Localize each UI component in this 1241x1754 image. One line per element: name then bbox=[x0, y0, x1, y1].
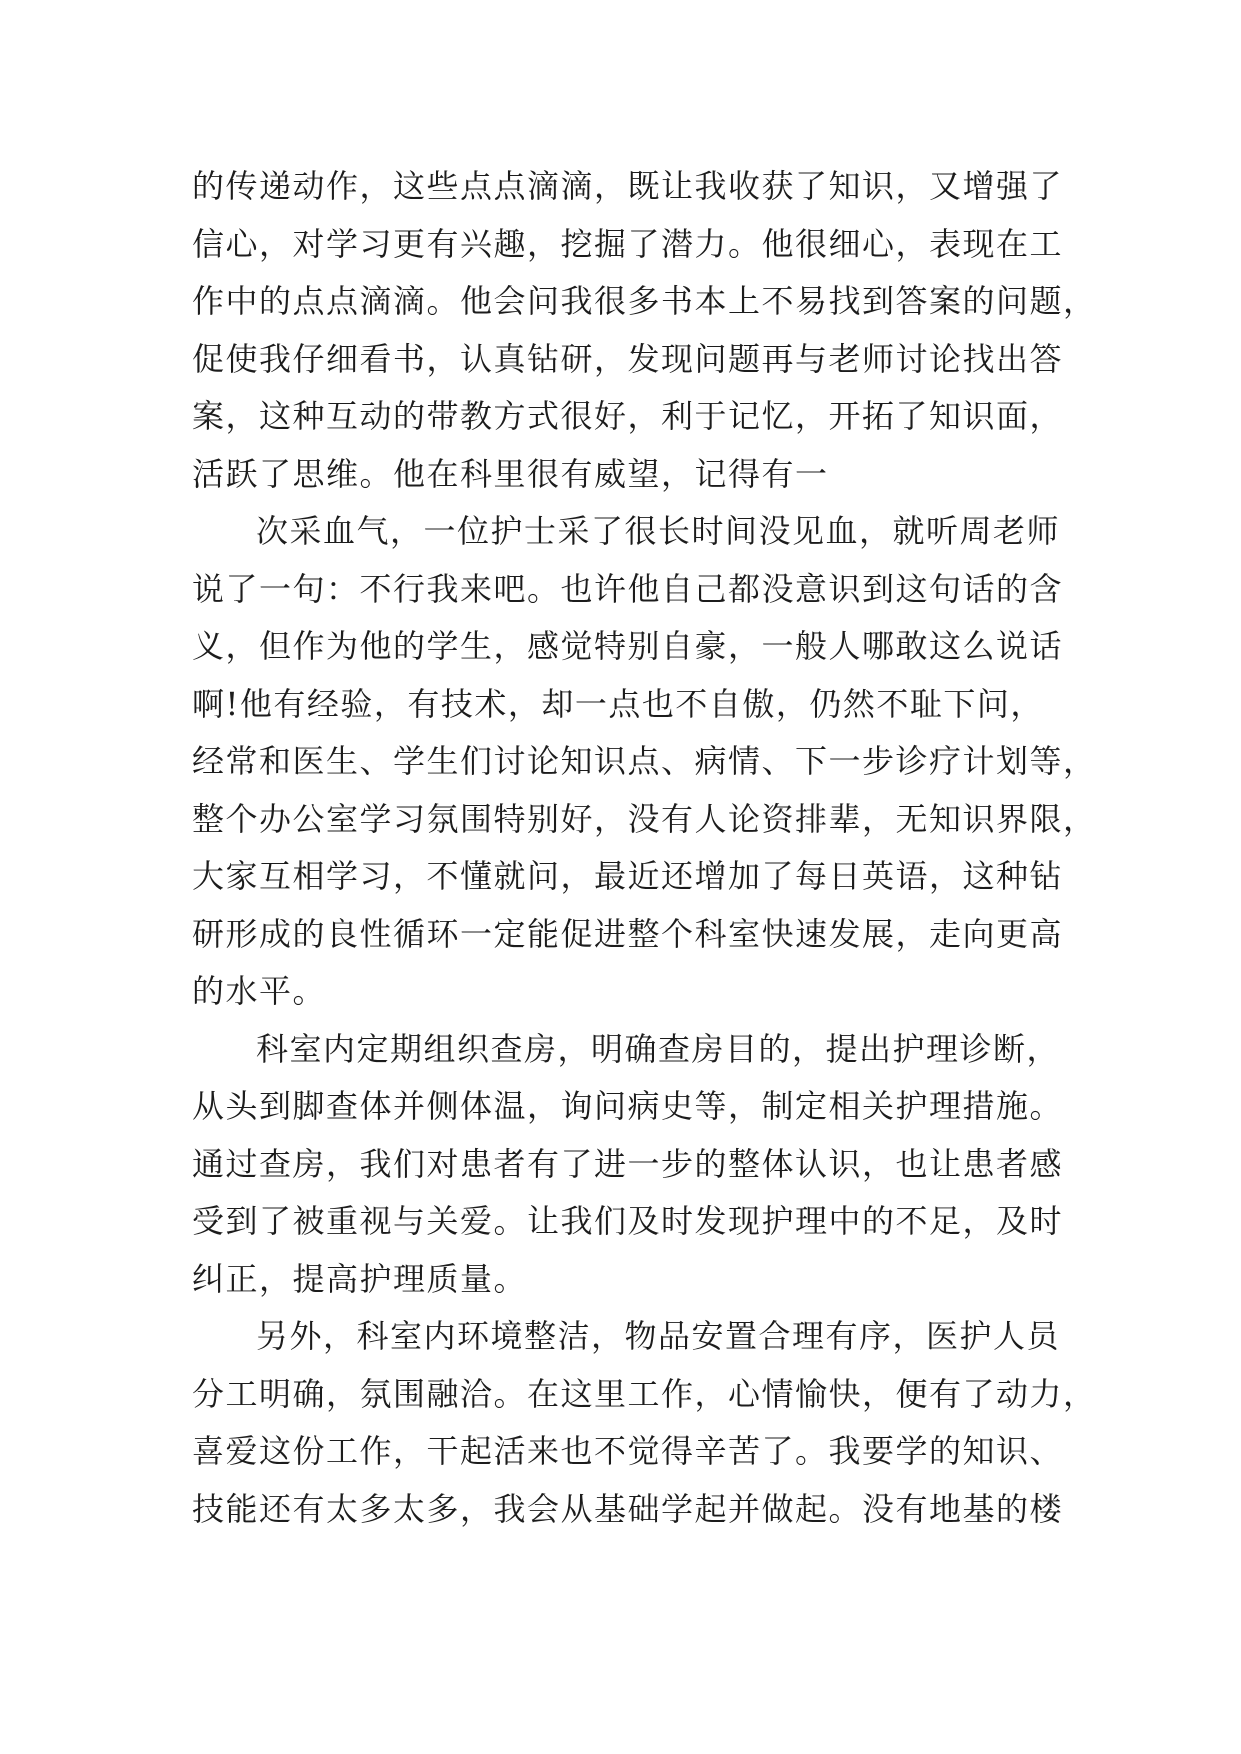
text-line: 另外，科室内环境整洁，物品安置合理有序，医护人员 bbox=[256, 1317, 1061, 1355]
text-line: 作中的点点滴滴。他会问我很多书本上不易找到答案的问题， bbox=[192, 282, 1097, 320]
text-line: 经常和医生、学生们讨论知识点、病情、下一步诊疗计划等， bbox=[192, 742, 1097, 780]
text-line: 整个办公室学习氛围特别好，没有人论资排辈，无知识界限， bbox=[192, 799, 1097, 838]
text-line: 义，但作为他的学生，感觉特别自豪，一般人哪敢这么说话 bbox=[192, 627, 1064, 665]
text-line: 分工明确，氛围融洽。在这里工作，心情愉快，便有了动力， bbox=[192, 1374, 1097, 1413]
text-line: 的传递动作，这些点点滴滴，既让我收获了知识，又增强了 bbox=[192, 167, 1064, 205]
text-line: 的水平。 bbox=[192, 972, 327, 1010]
text-line: 纠正，提高护理质量。 bbox=[192, 1259, 528, 1298]
text-line: 信心，对学习更有兴趣，挖掘了潜力。他很细心，表现在工 bbox=[192, 224, 1064, 263]
text-line: 技能还有太多太多，我会从基础学起并做起。没有地基的楼 bbox=[192, 1489, 1064, 1528]
text-line: 通过查房，我们对患者有了进一步的整体认识，也让患者感 bbox=[192, 1144, 1064, 1183]
text-line: 大家互相学习，不懂就问，最近还增加了每日英语，这种钻 bbox=[192, 857, 1064, 895]
text-line: 喜爱这份工作，干起活来也不觉得辛苦了。我要学的知识、 bbox=[192, 1432, 1064, 1470]
text-line: 案，这种互动的带教方式很好，利于记忆，开拓了知识面， bbox=[192, 397, 1064, 435]
text-line: 从头到脚查体并侧体温，询问病史等，制定相关护理措施。 bbox=[192, 1087, 1064, 1125]
body-text bbox=[192, 158, 1097, 1538]
text-line: 次采血气，一位护士采了很长时间没见血，就听周老师 bbox=[256, 512, 1061, 550]
text-line: 说了一句：不行我来吧。也许他自己都没意识到这句话的含 bbox=[192, 569, 1064, 608]
text-line: 啊!他有经验，有技术，却一点也不自傲，仍然不耻下问， bbox=[192, 684, 1044, 723]
text-line: 受到了被重视与关爱。让我们及时发现护理中的不足，及时 bbox=[192, 1202, 1064, 1240]
text-line: 促使我仔细看书，认真钻研，发现问题再与老师讨论找出答 bbox=[192, 339, 1064, 378]
text-line: 活跃了思维。他在科里很有威望，记得有一 bbox=[192, 454, 829, 493]
text-line: 研形成的良性循环一定能促进整个科室快速发展，走向更高 bbox=[192, 914, 1064, 953]
text-line: 科室内定期组织查房，明确查房目的，提出护理诊断， bbox=[256, 1029, 1061, 1068]
